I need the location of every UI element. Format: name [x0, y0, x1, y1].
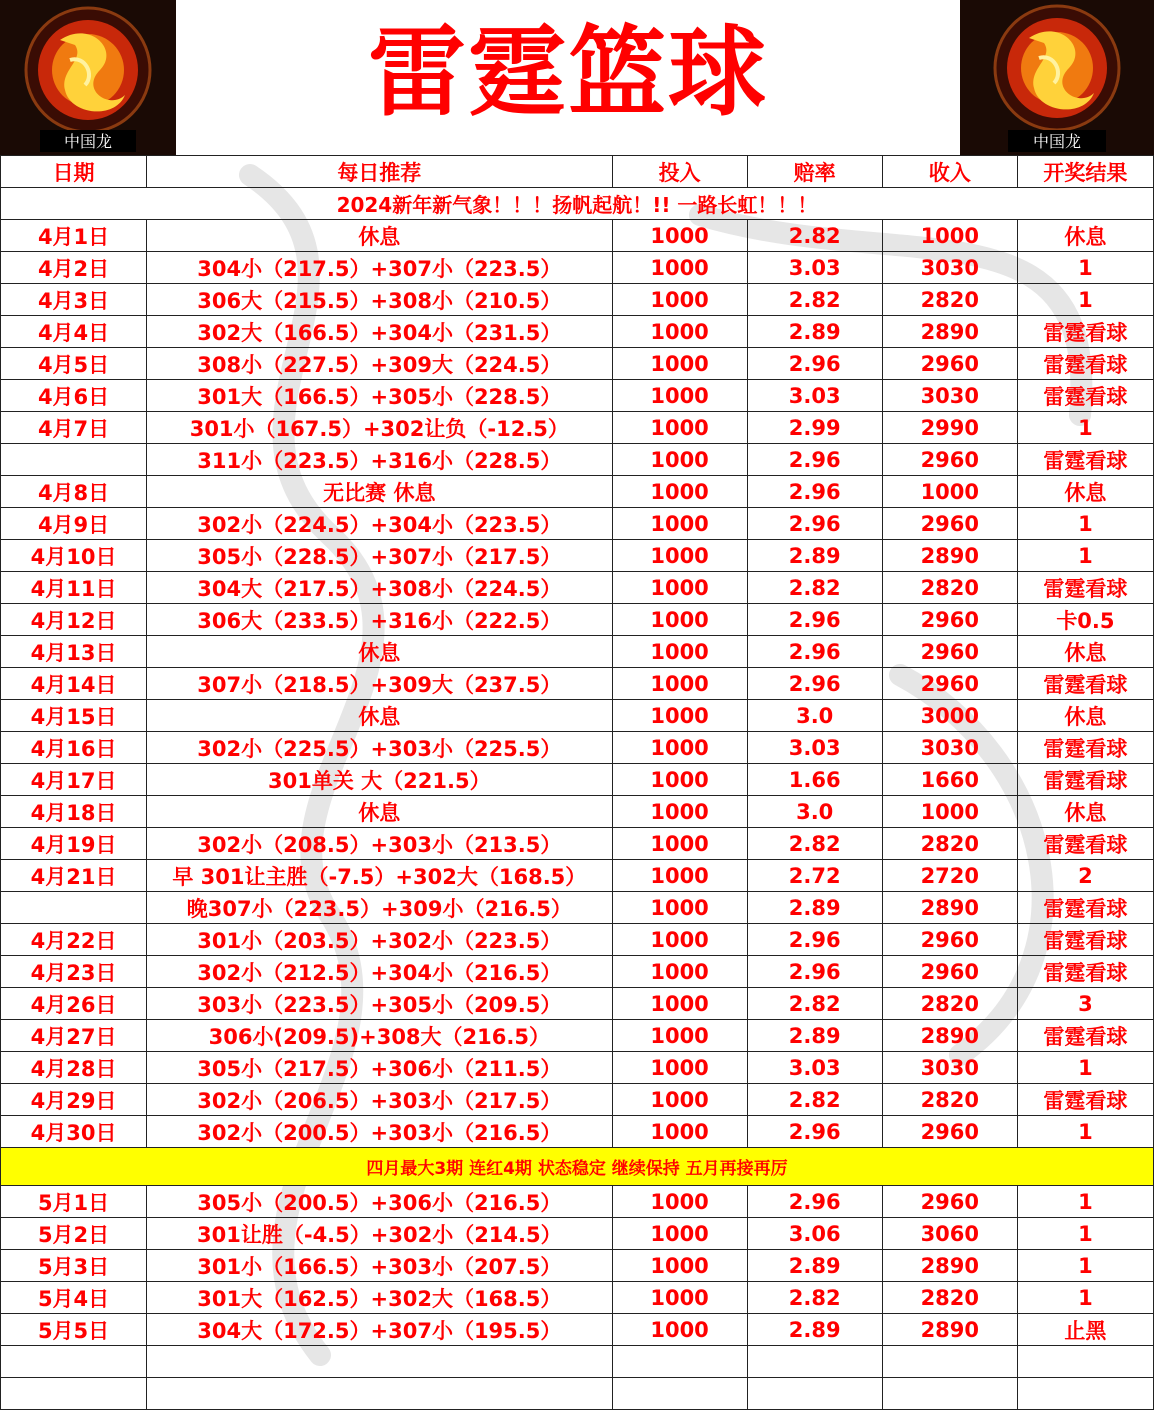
table-row: [1, 220, 1154, 252]
cell-date: 5月4日: [1, 1282, 147, 1314]
header-stake: 投入: [612, 156, 747, 188]
cell-date: 4月19日: [1, 828, 147, 860]
cell-date: [1, 444, 147, 476]
cell-result: 雷霆看球: [1017, 828, 1153, 860]
cell-income: 2960: [882, 924, 1017, 956]
cell-income: 2960: [882, 348, 1017, 380]
cell-income: 2820: [882, 1084, 1017, 1116]
cell-date: 4月22日: [1, 924, 147, 956]
recommendation-table: [0, 155, 1154, 1410]
cell-stake: 1000: [612, 1218, 747, 1250]
cell-stake: 1000: [612, 252, 747, 284]
cell-stake: 1000: [612, 828, 747, 860]
cell-odds: 2.96: [747, 348, 882, 380]
cell-income: 2820: [882, 1282, 1017, 1314]
cell-result: 雷霆看球: [1017, 380, 1153, 412]
cell-result: 1: [1017, 1186, 1153, 1218]
cell-odds: 2.82: [747, 220, 882, 252]
table-row: [1, 892, 1154, 924]
header-income: 收入: [882, 156, 1017, 188]
table-row: [1, 1052, 1154, 1084]
cell-stake: 1000: [612, 1250, 747, 1282]
table-row: [1, 956, 1154, 988]
page-title: 雷霆篮球: [367, 16, 768, 130]
cell-date: 4月14日: [1, 668, 147, 700]
cell-stake: 1000: [612, 956, 747, 988]
header-date: 日期: [1, 156, 147, 188]
cell-stake: 1000: [612, 860, 747, 892]
cell-income: 2890: [882, 316, 1017, 348]
cell-result: 雷霆看球: [1017, 732, 1153, 764]
cell-date: 5月1日: [1, 1186, 147, 1218]
cell-recommend: 301让胜（-4.5）+302小（214.5）: [147, 1218, 612, 1250]
table-row: [1, 668, 1154, 700]
cell-date: 4月4日: [1, 316, 147, 348]
cell-stake: 1000: [612, 1084, 747, 1116]
cell-odds: 2.89: [747, 540, 882, 572]
cell-recommend: 休息: [147, 796, 612, 828]
cell-date: 4月21日: [1, 860, 147, 892]
cell-odds: 3.06: [747, 1218, 882, 1250]
cell-odds: 2.96: [747, 508, 882, 540]
table-row: [1, 1186, 1154, 1218]
cell-income: 2890: [882, 1314, 1017, 1346]
cell-odds: 2.82: [747, 284, 882, 316]
cell-recommend: 307小（218.5）+309大（237.5）: [147, 668, 612, 700]
cell-recommend: 301大（162.5）+302大（168.5）: [147, 1282, 612, 1314]
cell-result: 1: [1017, 412, 1153, 444]
cell-result: 1: [1017, 1116, 1153, 1148]
cell-recommend: 301单关 大（221.5）: [147, 764, 612, 796]
cell-stake: 1000: [612, 380, 747, 412]
cell-date: 4月28日: [1, 1052, 147, 1084]
cell-income: 1660: [882, 764, 1017, 796]
cell-date: 5月3日: [1, 1250, 147, 1282]
cell-result: 雷霆看球: [1017, 1084, 1153, 1116]
table-row: [1, 572, 1154, 604]
cell-recommend: 305小（200.5）+306小（216.5）: [147, 1186, 612, 1218]
cell-recommend: 301小（203.5）+302小（223.5）: [147, 924, 612, 956]
cell-date: 4月9日: [1, 508, 147, 540]
cell-income: 2960: [882, 604, 1017, 636]
cell-recommend: 311小（223.5）+316小（228.5）: [147, 444, 612, 476]
cell-result: 雷霆看球: [1017, 892, 1153, 924]
cell-date: 4月30日: [1, 1116, 147, 1148]
cell-stake: 1000: [612, 1314, 747, 1346]
table-row: [1, 732, 1154, 764]
cell-date: 4月3日: [1, 284, 147, 316]
cell-odds: 2.99: [747, 412, 882, 444]
cell-result: 2: [1017, 860, 1153, 892]
table-row: [1, 316, 1154, 348]
empty-cell: [612, 1346, 747, 1378]
cell-date: 5月5日: [1, 1314, 147, 1346]
table-row: [1, 444, 1154, 476]
cell-odds: 2.72: [747, 860, 882, 892]
cell-income: 2960: [882, 668, 1017, 700]
cell-date: 4月17日: [1, 764, 147, 796]
cell-date: 4月2日: [1, 252, 147, 284]
cell-result: 1: [1017, 252, 1153, 284]
svg-text:中国龙: 中国龙: [1032, 132, 1082, 151]
cell-stake: 1000: [612, 668, 747, 700]
empty-cell: [1, 1346, 147, 1378]
cell-odds: 2.82: [747, 572, 882, 604]
cell-result: 雷霆看球: [1017, 956, 1153, 988]
banner-mid: 四月最大3期 连红4期 状态稳定 继续保持 五月再接再厉: [1, 1148, 1154, 1186]
dragon-logo-right: [960, 0, 1154, 155]
svg-text:中国龙: 中国龙: [63, 132, 113, 151]
cell-odds: 3.03: [747, 732, 882, 764]
cell-income: 2960: [882, 956, 1017, 988]
cell-odds: 2.82: [747, 828, 882, 860]
cell-result: 卡0.5: [1017, 604, 1153, 636]
cell-result: 雷霆看球: [1017, 764, 1153, 796]
banner-top: 2024新年新气象！！！扬帆起航！!! 一路长虹！！！: [1, 188, 1154, 220]
cell-result: 雷霆看球: [1017, 348, 1153, 380]
cell-stake: 1000: [612, 1020, 747, 1052]
cell-date: 4月12日: [1, 604, 147, 636]
cell-stake: 1000: [612, 764, 747, 796]
dragon-icon: [0, 0, 176, 155]
cell-result: 3: [1017, 988, 1153, 1020]
table-row: [1, 1250, 1154, 1282]
cell-recommend: 301小（166.5）+303小（207.5）: [147, 1250, 612, 1282]
cell-recommend: 303小（223.5）+305小（209.5）: [147, 988, 612, 1020]
cell-income: 2890: [882, 540, 1017, 572]
cell-result: 休息: [1017, 796, 1153, 828]
cell-recommend: 304小（217.5）+307小（223.5）: [147, 252, 612, 284]
cell-date: 4月29日: [1, 1084, 147, 1116]
cell-recommend: 302小（208.5）+303小（213.5）: [147, 828, 612, 860]
cell-date: 4月1日: [1, 220, 147, 252]
cell-recommend: 306大（215.5）+308小（210.5）: [147, 284, 612, 316]
cell-stake: 1000: [612, 476, 747, 508]
banner-mid-row: [1, 1148, 1154, 1186]
cell-result: 休息: [1017, 220, 1153, 252]
cell-date: 4月18日: [1, 796, 147, 828]
empty-cell: [747, 1346, 882, 1378]
cell-income: 2960: [882, 1186, 1017, 1218]
cell-income: 2890: [882, 1250, 1017, 1282]
cell-recommend: 308小（227.5）+309大（224.5）: [147, 348, 612, 380]
dragon-logo-left: [0, 0, 176, 155]
cell-recommend: 302小（225.5）+303小（225.5）: [147, 732, 612, 764]
cell-recommend: 304大（217.5）+308小（224.5）: [147, 572, 612, 604]
cell-stake: 1000: [612, 220, 747, 252]
cell-odds: 2.96: [747, 956, 882, 988]
cell-result: 1: [1017, 1250, 1153, 1282]
cell-recommend: 无比赛 休息: [147, 476, 612, 508]
table-row: [1, 1218, 1154, 1250]
cell-date: 4月8日: [1, 476, 147, 508]
cell-date: 4月27日: [1, 1020, 147, 1052]
cell-date: 4月5日: [1, 348, 147, 380]
cell-odds: 2.96: [747, 476, 882, 508]
cell-income: 3030: [882, 380, 1017, 412]
cell-income: 1000: [882, 796, 1017, 828]
table-row: [1, 540, 1154, 572]
cell-odds: 2.96: [747, 604, 882, 636]
cell-recommend: 302小（212.5）+304小（216.5）: [147, 956, 612, 988]
cell-recommend: 301大（166.5）+305小（228.5）: [147, 380, 612, 412]
cell-result: 休息: [1017, 476, 1153, 508]
page-header: [0, 0, 1154, 155]
cell-odds: 2.82: [747, 1084, 882, 1116]
cell-stake: 1000: [612, 924, 747, 956]
banner-top-row: [1, 188, 1154, 220]
cell-odds: 3.0: [747, 796, 882, 828]
table-row: [1, 508, 1154, 540]
cell-stake: 1000: [612, 1116, 747, 1148]
cell-income: 2820: [882, 988, 1017, 1020]
cell-date: 4月6日: [1, 380, 147, 412]
cell-income: 2820: [882, 828, 1017, 860]
cell-date: 4月16日: [1, 732, 147, 764]
cell-stake: 1000: [612, 444, 747, 476]
cell-result: 雷霆看球: [1017, 668, 1153, 700]
table-row: [1, 764, 1154, 796]
cell-stake: 1000: [612, 1052, 747, 1084]
cell-date: 4月10日: [1, 540, 147, 572]
cell-recommend: 302大（166.5）+304小（231.5）: [147, 316, 612, 348]
cell-result: 雷霆看球: [1017, 924, 1153, 956]
table-row: [1, 636, 1154, 668]
cell-recommend: 休息: [147, 700, 612, 732]
header-result: 开奖结果: [1017, 156, 1153, 188]
cell-income: 2960: [882, 1116, 1017, 1148]
cell-date: 5月2日: [1, 1218, 147, 1250]
cell-stake: 1000: [612, 604, 747, 636]
empty-cell: [1017, 1346, 1153, 1378]
cell-odds: 2.89: [747, 316, 882, 348]
table-row: [1, 1084, 1154, 1116]
cell-stake: 1000: [612, 508, 747, 540]
table-row: [1, 1314, 1154, 1346]
table-row: [1, 988, 1154, 1020]
cell-odds: 2.82: [747, 988, 882, 1020]
table-header-row: [1, 156, 1154, 188]
cell-date: 4月23日: [1, 956, 147, 988]
table-row: [1, 476, 1154, 508]
cell-recommend: 306小(209.5)+308大（216.5）: [147, 1020, 612, 1052]
cell-income: 2890: [882, 892, 1017, 924]
cell-stake: 1000: [612, 1186, 747, 1218]
cell-result: 雷霆看球: [1017, 1020, 1153, 1052]
cell-odds: 2.96: [747, 636, 882, 668]
cell-stake: 1000: [612, 348, 747, 380]
cell-result: 雷霆看球: [1017, 316, 1153, 348]
cell-income: 3030: [882, 732, 1017, 764]
dragon-icon: [960, 0, 1154, 155]
cell-odds: 3.03: [747, 252, 882, 284]
cell-stake: 1000: [612, 892, 747, 924]
cell-income: 2820: [882, 572, 1017, 604]
table-row: [1, 412, 1154, 444]
table-row: [1, 252, 1154, 284]
table-row: [1, 1020, 1154, 1052]
cell-result: 1: [1017, 1218, 1153, 1250]
cell-odds: 2.96: [747, 1186, 882, 1218]
table-row: [1, 828, 1154, 860]
table-row: [1, 284, 1154, 316]
cell-result: 1: [1017, 1052, 1153, 1084]
cell-income: 1000: [882, 220, 1017, 252]
cell-date: 4月26日: [1, 988, 147, 1020]
cell-income: 2990: [882, 412, 1017, 444]
cell-stake: 1000: [612, 316, 747, 348]
cell-recommend: 302小（206.5）+303小（217.5）: [147, 1084, 612, 1116]
header-recommend: 每日推荐: [147, 156, 612, 188]
cell-income: 2960: [882, 444, 1017, 476]
cell-income: 3030: [882, 252, 1017, 284]
cell-date: 4月11日: [1, 572, 147, 604]
table-row: [1, 604, 1154, 636]
cell-income: 2890: [882, 1020, 1017, 1052]
table-row: [1, 860, 1154, 892]
cell-recommend: 305小（217.5）+306小（211.5）: [147, 1052, 612, 1084]
cell-stake: 1000: [612, 796, 747, 828]
cell-stake: 1000: [612, 412, 747, 444]
cell-result: 1: [1017, 508, 1153, 540]
cell-recommend: 305小（228.5）+307小（217.5）: [147, 540, 612, 572]
cell-odds: 2.96: [747, 444, 882, 476]
cell-date: 4月15日: [1, 700, 147, 732]
cell-income: 2720: [882, 860, 1017, 892]
table-row: [1, 348, 1154, 380]
table-row: [1, 1116, 1154, 1148]
cell-stake: 1000: [612, 1282, 747, 1314]
cell-result: 止黑: [1017, 1314, 1153, 1346]
table-row: [1, 1282, 1154, 1314]
cell-odds: 2.89: [747, 892, 882, 924]
cell-odds: 2.89: [747, 1314, 882, 1346]
cell-odds: 2.82: [747, 1282, 882, 1314]
cell-stake: 1000: [612, 732, 747, 764]
cell-odds: 2.89: [747, 1020, 882, 1052]
cell-recommend: 306大（233.5）+316小（222.5）: [147, 604, 612, 636]
cell-income: 2960: [882, 508, 1017, 540]
empty-row: [1, 1346, 1154, 1378]
cell-stake: 1000: [612, 572, 747, 604]
cell-result: 休息: [1017, 636, 1153, 668]
table-row: [1, 380, 1154, 412]
cell-recommend: 301小（167.5）+302让负（-12.5）: [147, 412, 612, 444]
cell-stake: 1000: [612, 988, 747, 1020]
cell-income: 3030: [882, 1052, 1017, 1084]
table-row: [1, 796, 1154, 828]
cell-stake: 1000: [612, 540, 747, 572]
cell-stake: 1000: [612, 284, 747, 316]
cell-result: 休息: [1017, 700, 1153, 732]
cell-recommend: 302小（224.5）+304小（223.5）: [147, 508, 612, 540]
cell-odds: 2.96: [747, 1116, 882, 1148]
cell-odds: 2.89: [747, 1250, 882, 1282]
cell-result: 雷霆看球: [1017, 444, 1153, 476]
header-odds: 赔率: [747, 156, 882, 188]
cell-result: 1: [1017, 284, 1153, 316]
cell-income: 2960: [882, 636, 1017, 668]
cell-date: [1, 892, 147, 924]
table-row: [1, 700, 1154, 732]
cell-stake: 1000: [612, 636, 747, 668]
cell-income: 1000: [882, 476, 1017, 508]
cell-odds: 3.03: [747, 1052, 882, 1084]
cell-date: 4月13日: [1, 636, 147, 668]
cell-recommend: 早 301让主胜（-7.5）+302大（168.5）: [147, 860, 612, 892]
cell-recommend: 休息: [147, 636, 612, 668]
table-row: [1, 924, 1154, 956]
cell-odds: 2.96: [747, 924, 882, 956]
cell-date: 4月7日: [1, 412, 147, 444]
cell-result: 1: [1017, 1282, 1153, 1314]
cell-recommend: 304大（172.5）+307小（195.5）: [147, 1314, 612, 1346]
cell-stake: 1000: [612, 700, 747, 732]
empty-cell: [147, 1346, 612, 1378]
cell-odds: 1.66: [747, 764, 882, 796]
empty-cell: [882, 1346, 1017, 1378]
cell-income: 3000: [882, 700, 1017, 732]
cell-recommend: 302小（200.5）+303小（216.5）: [147, 1116, 612, 1148]
cell-odds: 2.96: [747, 668, 882, 700]
cell-income: 2820: [882, 284, 1017, 316]
cell-recommend: 休息: [147, 220, 612, 252]
cell-odds: 3.03: [747, 380, 882, 412]
cell-result: 1: [1017, 540, 1153, 572]
cell-odds: 3.0: [747, 700, 882, 732]
cell-recommend: 晚307小（223.5）+309小（216.5）: [147, 892, 612, 924]
cell-result: 雷霆看球: [1017, 572, 1153, 604]
cell-income: 3060: [882, 1218, 1017, 1250]
